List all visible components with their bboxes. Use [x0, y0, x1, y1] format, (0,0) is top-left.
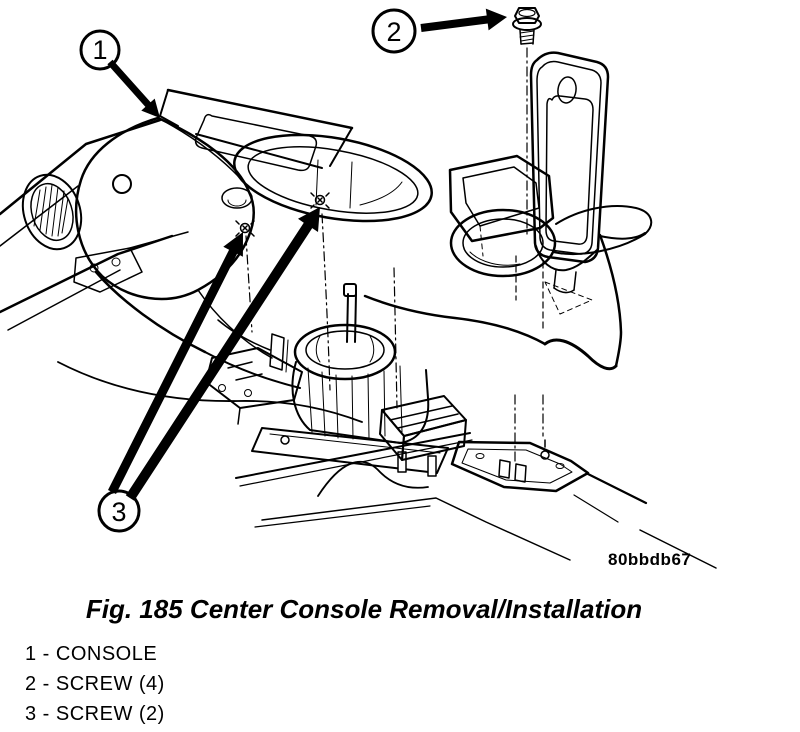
callout-2-arrow [421, 9, 508, 32]
rear-bracket [452, 440, 588, 491]
console-right-body [365, 233, 645, 369]
shifter-opening [228, 121, 439, 235]
legend [25, 641, 165, 731]
callout-3 [99, 207, 320, 531]
legend-item-screw-2: 3 - SCREW (2) [25, 703, 165, 725]
figure-caption: Fig. 185 Center Console Removal/Installation [85, 594, 643, 624]
hex-flange-screw-icon [513, 8, 541, 44]
callout-2 [373, 9, 507, 52]
legend-item-screw-4: 2 - SCREW (4) [25, 673, 165, 695]
callout-3-arrow-right [126, 207, 320, 501]
callout-1 [81, 31, 160, 118]
legend-item-console: 1 - CONSOLE [25, 643, 158, 665]
drawing-code: 80bbdb67 [608, 550, 692, 569]
callout-1-arrow [107, 60, 160, 118]
callout-2-number: 2 [386, 17, 402, 47]
shifter-housing-facets [308, 366, 402, 439]
callout-1-number: 1 [92, 35, 108, 65]
callout-3-number: 3 [111, 497, 127, 527]
console-top-tray [160, 90, 352, 170]
storage-bin-frame [450, 156, 553, 256]
